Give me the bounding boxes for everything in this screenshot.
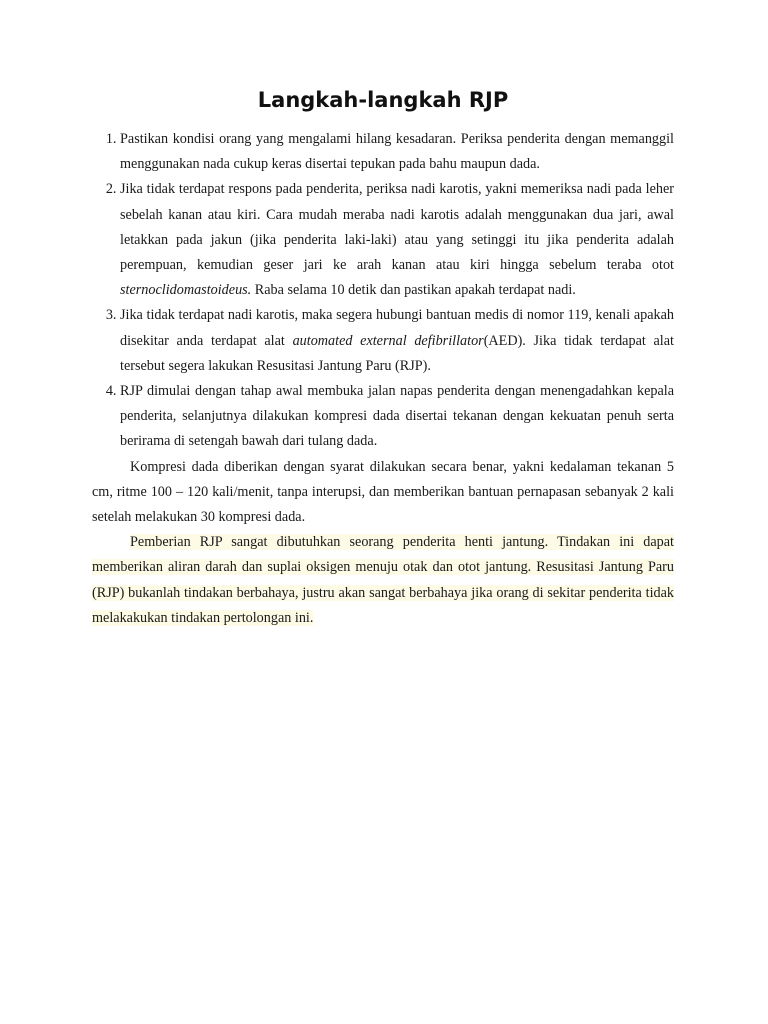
- step-1-text: Pastikan kondisi orang yang mengalami hilang kesadaran. Periksa penderita dengan memanggil menggunakan nada cukup keras disertai tepukan pada bahu maupun dada.: [120, 131, 674, 173]
- document-body: [92, 127, 674, 631]
- page-title: Langkah-langkah RJP: [257, 88, 509, 112]
- paragraph-compression: [92, 455, 674, 531]
- step-2-text-before: Jika tidak terdapat respons pada penderita, periksa nadi karotis, yakni memeriksa nadi pada leher sebelah kanan atau kiri. Cara mudah meraba nadi karotis adalah menggunakan dua jari, awal letakkan pada jakun (jika penderita laki-laki) atau yang setinggi itu jika penderita adalah perempuan, kemudian geser jari ke arah kanan atau kiri hingga sebelum teraba otot: [120, 181, 674, 274]
- step-item-2: [120, 177, 674, 303]
- step-3-text-before: Jika tidak terdapat nadi karotis, maka segera hubungi bantuan medis di nomor 119, kenali apakah disekitar anda terdapat alat: [120, 307, 674, 349]
- step-3-italic-term: automated external defibrillator: [292, 332, 484, 349]
- paragraph-importance-text: Pemberian RJP sangat dibutuhkan seorang penderita henti jantung. Tindakan ini dapat memberikan aliran darah dan suplai oksigen menuju otak dan otot jantung. Resusitasi Jantung Paru (RJP) bukanlah tindakan berbahaya, justru akan sangat berbahaya jika orang di sekitar penderita tidak melakakukan tindakan pertolongan ini.: [92, 534, 674, 626]
- step-2-text-after: Raba selama 10 detik dan pastikan apakah terdapat nadi.: [251, 282, 576, 299]
- step-2-italic-term: sternoclidomastoideus.: [120, 282, 252, 299]
- step-item-3: [120, 303, 674, 379]
- paragraph-importance: [92, 530, 674, 631]
- step-3-text-after: (AED). Jika tidak terdapat alat tersebut segera lakukan Resusitasi Jantung Paru (RJP).: [120, 332, 674, 374]
- document-page: [92, 82, 674, 631]
- step-item-4: [120, 379, 674, 455]
- step-4-text: RJP dimulai dengan tahap awal membuka jalan napas penderita dengan menengadahkan kepala penderita, selanjutnya dilakukan kompresi dada disertai tekanan dengan kekuatan penuh serta berirama di setengah bawah dari tulang dada.: [120, 383, 674, 450]
- steps-list: [92, 127, 674, 455]
- step-item-1: [120, 127, 674, 177]
- paragraph-compression-text: Kompresi dada diberikan dengan syarat dilakukan secara benar, yakni kedalaman tekanan 5 cm, ritme 100 – 120 kali/menit, tanpa interupsi, dan memberikan bantuan pernapasan sebanyak 2 kali setelah melakukan 30 kompresi dada.: [92, 458, 674, 526]
